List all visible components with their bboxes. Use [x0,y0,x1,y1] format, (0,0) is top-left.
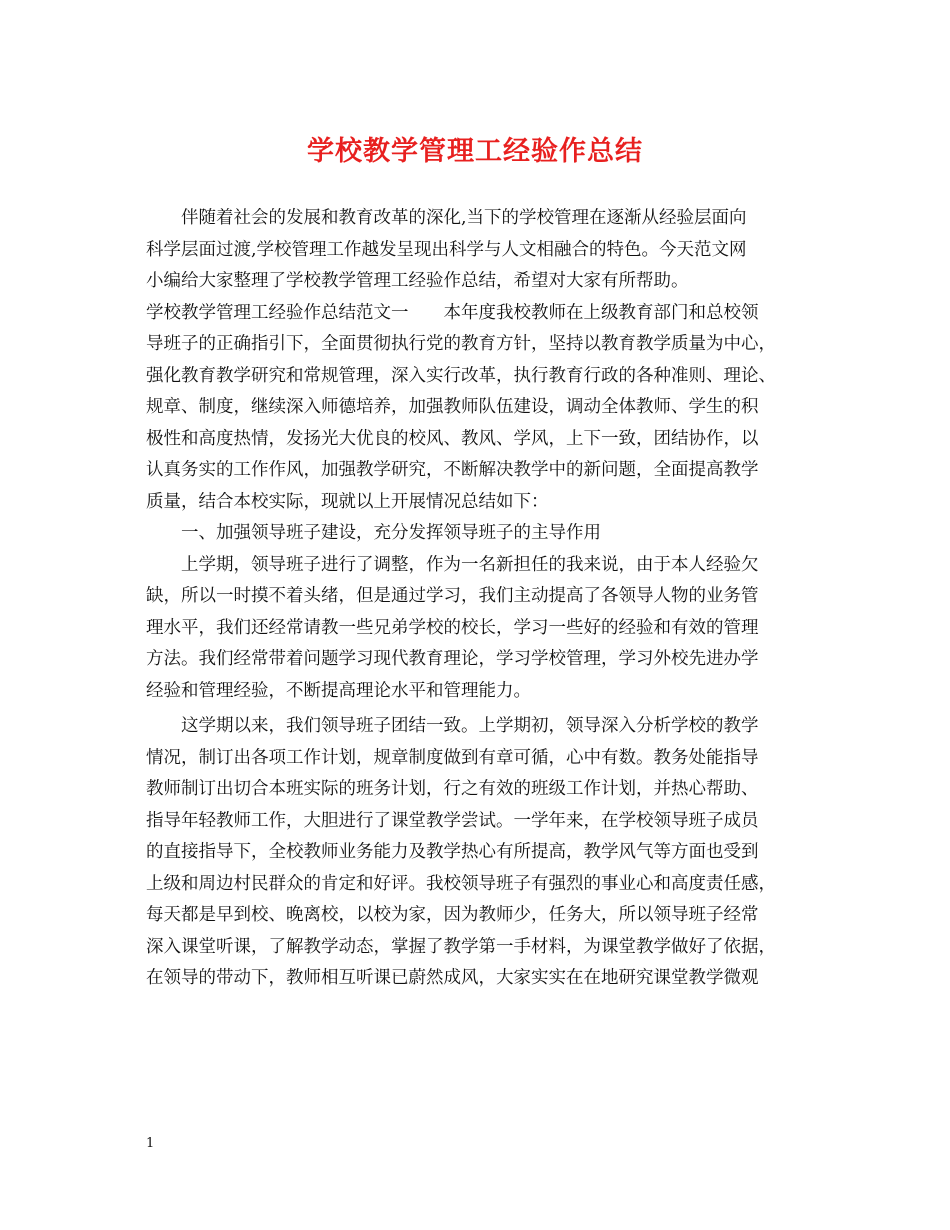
document-title: 学校教学管理工经验作总结 [307,136,643,167]
text-line: 规章、制度，继续深入师德培养，加强教师队伍建设，调动全体教师、学生的积 [146,397,759,417]
text-line: 理水平，我们还经常请教一些兄弟学校的校长，学习一些好的经验和有效的管理 [146,617,759,638]
text-line: 质量，结合本校实际，现就以上开展情况总结如下： [146,491,549,512]
text-line: 极性和高度热情，发扬光大优良的校风、教风、学风，上下一致，团结协作，以 [146,428,759,449]
text-line: 指导年轻教师工作，大胆进行了课堂教学尝试。一学年来，在学校领导班子成员 [146,810,759,831]
text-line: 导班子的正确指引下，全面贯彻执行党的教育方针，坚持以教育教学质量为中心， [146,334,776,354]
intro-paragraph [146,203,810,298]
paragraph-3 [146,711,810,995]
text-line: 经验和管理经验，不断提高理论水平和管理能力。 [146,680,531,701]
text-line: 方法。我们经常带着问题学习现代教育理论，学习学校管理，学习外校先进办学 [146,649,759,669]
text-line: 的直接指导下，全校教师业务能力及教学热心有所提高，教学风气等方面也受到 [146,842,759,862]
text-line: 这学期以来，我们领导班子团结一致。上学期初，领导深入分析学校的教学 [146,716,759,736]
text-line: 伴随着社会的发展和教育改革的深化,当下的学校管理在逐渐从经验层面向 [146,208,747,228]
text-line: 在领导的带动下，教师相互听课已蔚然成风，大家实实在在地研究课堂教学微观 [146,968,759,988]
section-heading: 一、加强领导班子建设，充分发挥领导班子的主导作用 [146,523,601,543]
text-line: 强化教育教学研究和常规管理，深入实行改革，执行教育行政的各种准则、理论、 [146,365,776,386]
text-line: 缺，所以一时摸不着头绪，但是通过学习，我们主动提高了各领导人物的业务管 [146,586,759,606]
text-line: 教师制订出切合本班实际的班务计划，行之有效的班级工作计划，并热心帮助、 [146,779,759,799]
text-line: 认真务实的工作作风，加强教学研究，不断解决教学中的新问题，全面提高教学 [146,460,759,480]
text-line: 小编给大家整理了学校教学管理工经验作总结，希望对大家有所帮助。 [146,271,689,291]
document-body [146,203,810,995]
text-line: 科学层面过渡,学校管理工作越发呈现出科学与人文相融合的特色。今天范文网 [146,239,747,260]
page-number: 1 [146,1136,155,1151]
text-line: 上级和周边村民群众的肯定和好评。我校领导班子有强烈的事业心和高度责任感， [146,873,776,894]
text-line: 学校教学管理工经验作总结范文一 本年度我校教师在上级教育部门和总校领 [146,302,759,323]
paragraph-2 [146,550,810,708]
text-line: 情况，制订出各项工作计划，规章制度做到有章可循，心中有数。教务处能指导 [146,747,759,768]
paragraph-1 [146,298,810,519]
text-line: 上学期，领导班子进行了调整，作为一名新担任的我来说，由于本人经验欠 [146,554,759,575]
text-line: 深入课堂听课，了解教学动态，掌握了教学第一手材料，为课堂教学做好了依据， [146,936,776,957]
text-line: 每天都是早到校、晚离校，以校为家，因为教师少，任务大，所以领导班子经常 [146,905,759,925]
